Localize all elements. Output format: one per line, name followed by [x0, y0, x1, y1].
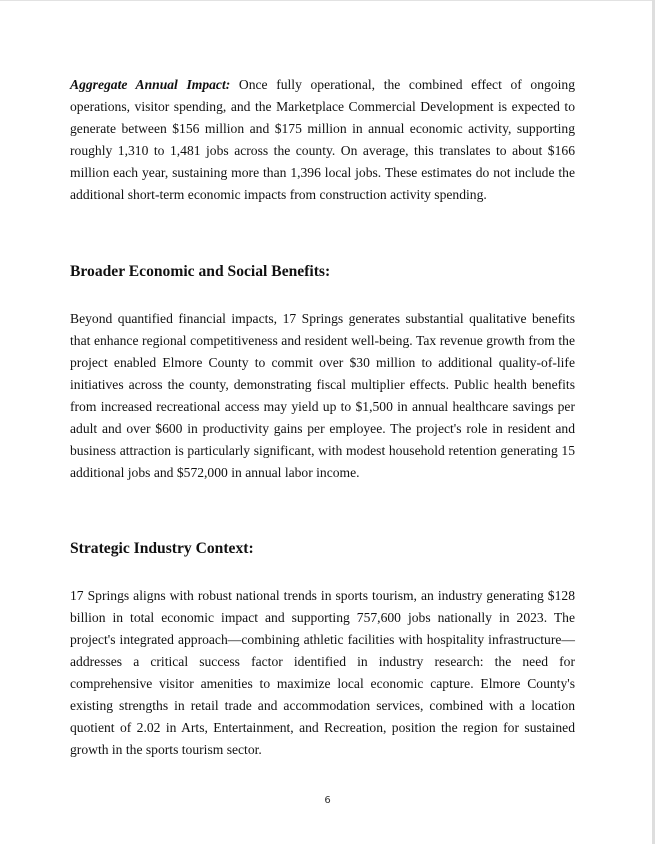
broader-benefits-paragraph: Beyond quantified financial impacts, 17 Springs generates substantial qualitative benefits that enhance regional competitiveness and resident well-being. Tax revenue growth from the project enabled Elmore County to commit over $30 million to additional quality-of-life initiatives across the county, demonstrating fiscal multiplier effects. Public health benefits from increased recreational access may yield up to $1,500 in annual healthcare savings per adult and over $600 in productivity gains per employee. The project's role in resident and business attraction is particularly significant, with modest household retention generating 15 additional jobs and $572,000 in annual labor income.	[70, 311, 575, 480]
aggregate-annual-impact-text: Once fully operational, the combined effect of ongoing operations, visitor spending, and the Marketplace Commercial Development is expected to generate between $156 million and $175 million in annual economic activity, supporting roughly 1,310 to 1,481 jobs across the county. On average, this translates to about $166 million each year, sustaining more than 1,396 local jobs. These estimates do not include the additional short-term economic impacts from construction activity spending.	[70, 77, 575, 202]
strategic-industry-context-heading: Strategic Industry Context:	[70, 540, 254, 557]
aggregate-annual-impact-paragraph	[70, 74, 575, 206]
aggregate-annual-impact-label: Aggregate Annual Impact:	[70, 77, 231, 92]
broader-benefits-heading: Broader Economic and Social Benefits:	[70, 263, 331, 280]
strategic-industry-context-paragraph: 17 Springs aligns with robust national trends in sports tourism, an industry generating $128 billion in total economic impact and supporting 757,600 jobs nationally in 2023. The project's integrated approach—combining athletic facilities with hospitality infrastructure—addresses a critical success factor identified in industry research: the need for comprehensive visitor amenities to maximize local economic capture. Elmore County's existing strengths in retail trade and accommodation services, combined with a location quotient of 2.02 in Arts, Entertainment, and Recreation, position the region for sustained growth in the sports tourism sector.	[70, 588, 575, 757]
page-number: 6	[324, 795, 331, 806]
